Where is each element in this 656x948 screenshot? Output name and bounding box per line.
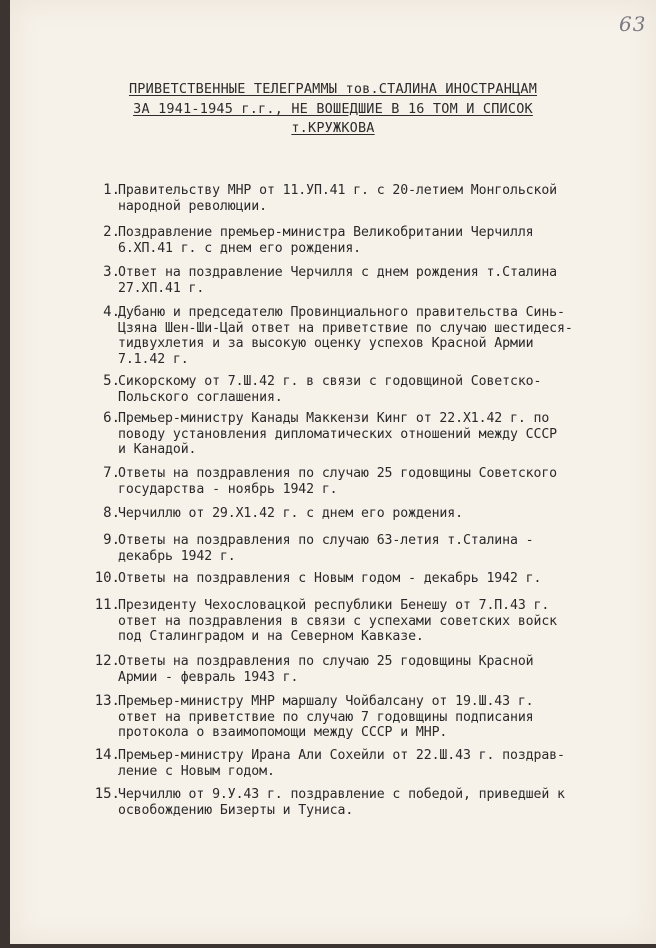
item-text-line: Дубаню и председателю Провинциального правительства Синь- [118,305,565,320]
item-text-line: протокола о взаимопомощи между СССР и МНР. [118,725,448,740]
item-text-line: Ответы на поздравления по случаю 25 годовщины Советского [118,466,558,481]
item-number: 15. [94,786,120,802]
item-number: 7. [103,465,120,481]
item-number: 6. [103,410,120,426]
title-line: ЗА 1941-1945 г.г., НЕ ВОШЕДШИЕ В 16 ТОМ И СПИСОК [133,100,533,117]
item-text-line: Премьер-министру МНР маршалу Чойбалсану от 19.Ш.43 г. [118,694,534,709]
item-number: 3. [103,264,120,280]
item-text-line: Армии - февраль 1943 г. [118,669,299,685]
item-text-line: ление с Новым годом. [118,763,275,779]
title-line: ПРИВЕТСТВЕННЫЕ ТЕЛЕГРАММЫ тов.СТАЛИНА ИНОСТРАНЦАМ [128,81,538,97]
item-text-line: государства - ноябрь 1942 г. [118,481,338,497]
item-text-line: Президенту Чехословацкой республики Бенешу от 7.П.43 г. [118,598,550,613]
document-page [10,0,656,944]
item-text-line: Поздравление премьер-министра Великобритании Черчилля [118,225,534,240]
item-text-line: ответ на поздравления в связи с успехами советских войск [118,613,558,629]
page-number: 63 [619,12,647,36]
item-number: 12. [94,653,120,669]
item-text-line: Черчиллю от 29.Х1.42 г. с днем его рождения. [118,506,463,521]
item-number: 10. [94,570,120,586]
item-number: 8. [103,505,120,521]
item-number: 2. [103,224,120,240]
item-text-line: тидвухлетия и за высокую оценку успехов Красной Армии [118,336,534,351]
item-text-line: поводу установления дипломатических отношений между СССР [118,426,558,442]
item-text-line: 7.1.42 г. [118,351,189,367]
item-text-line: Ответы на поздравления по случаю 25 годовщины Красной [118,654,534,669]
item-text-line: Польского соглашения. [118,389,283,405]
title-line: т.КРУЖКОВА [291,120,375,136]
item-text-line: Премьер-министру Канады Маккензи Кинг от 22.Х1.42 г. по [118,411,550,426]
item-text-line: 27.ХП.41 г. [118,280,205,296]
item-number: 13. [94,693,120,709]
item-number: 11. [94,597,120,613]
item-number: 1. [103,182,120,198]
document-title [10,80,656,139]
item-number: 5. [103,373,120,389]
item-number: 4. [103,304,120,320]
item-text-line: Премьер-министру Ирана Али Сохейли от 22.Ш.43 г. поздрав- [118,748,565,763]
item-text-line: Сикорскому от 7.Ш.42 г. в связи с годовщиной Советско- [118,374,542,389]
item-number: 9. [103,532,120,548]
item-text-line: 6.ХП.41 г. с днем его рождения. [118,240,362,256]
item-text-line: Ответы на поздравления с Новым годом - декабрь 1942 г. [118,571,542,586]
item-text-line: ответ на приветствие по случаю 7 годовщины подписания [118,709,534,725]
item-text-line: Цзяна Шен-Ши-Цай ответ на приветствие по случаю шестидеся- [118,320,573,336]
item-text-line: Ответы на поздравления по случаю 63-летия т.Сталина - [118,533,534,548]
item-text-line: Ответ на поздравление Черчилля с днем рождения т.Сталина [118,265,558,280]
item-text-line: декабрь 1942 г. [118,548,236,564]
item-text-line: и Канадой. [118,442,197,457]
item-text-line: Черчиллю от 9.У.43 г. поздравление с победой, приведшей к [118,787,565,802]
item-text-line: Правительству МНР от 11.УП.41 г. с 20-летием Монгольской [118,183,558,198]
item-text-line: народной революции. [118,198,267,214]
item-text-line: освобождению Бизерты и Туниса. [118,802,354,818]
item-number: 14. [94,747,120,763]
item-text-line: под Сталинградом и на Северном Кавказе. [118,629,424,644]
